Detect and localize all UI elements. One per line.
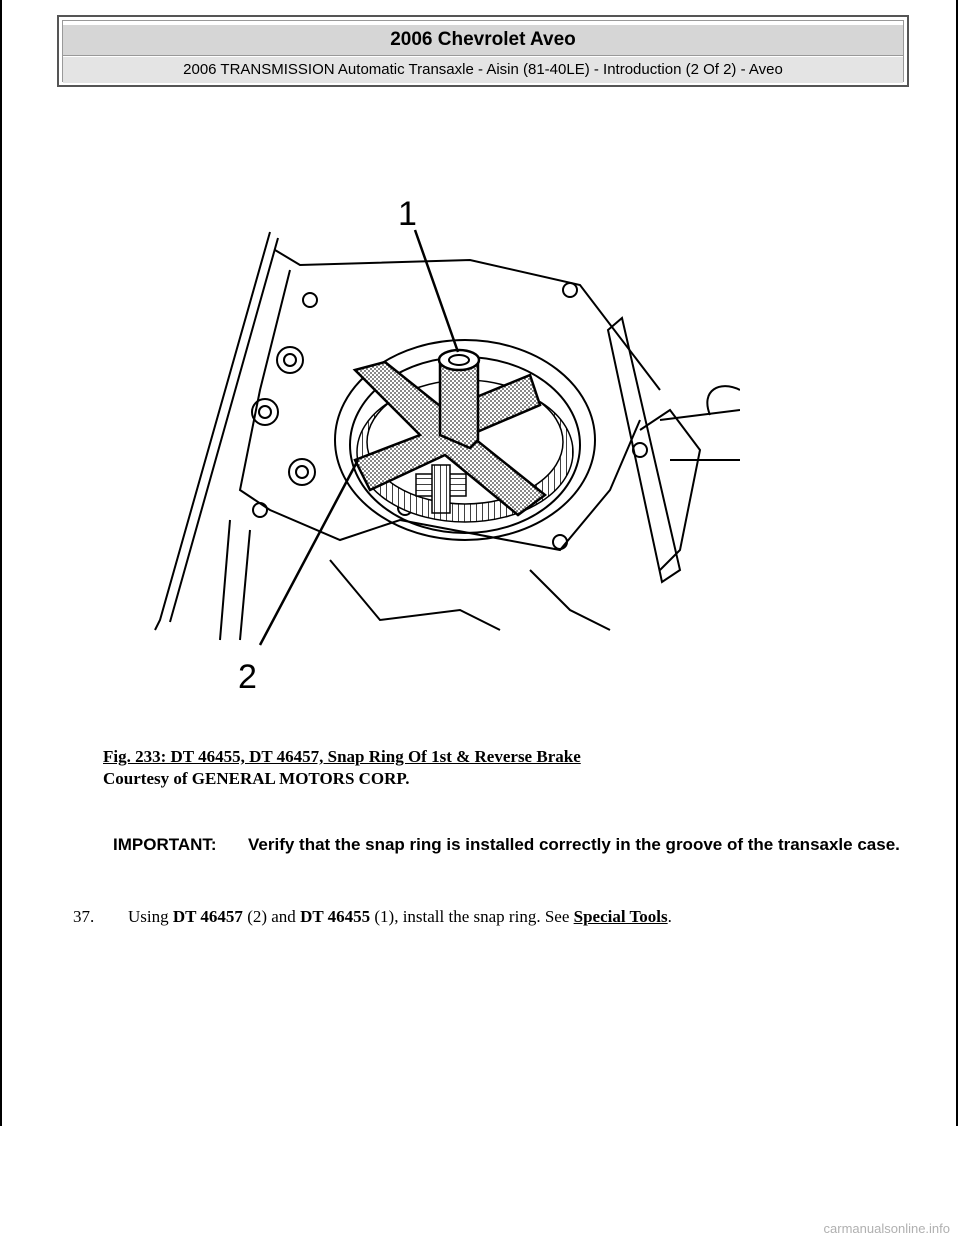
document-header [57, 15, 909, 87]
important-label: IMPORTANT: [113, 835, 217, 854]
transaxle-figure [140, 190, 740, 696]
transaxle-illustration [140, 190, 740, 690]
step-text-4: . [667, 907, 672, 926]
step-text-2: (2) and [242, 907, 301, 926]
step-text-3: (1), install the snap ring. See [370, 907, 574, 926]
step-number: 37. [73, 907, 95, 926]
important-text: Verify that the snap ring is installed correctly in the groove of the transaxle case. [248, 835, 900, 854]
step-37 [73, 906, 672, 928]
step-text-1: Using [128, 907, 173, 926]
special-tools-link[interactable]: Special Tools [573, 907, 668, 926]
tool-dt-46457: DT 46457 [172, 907, 243, 926]
header-subtitle: 2006 TRANSMISSION Automatic Transaxle - Aisin (81-40LE) - Introduction (2 Of 2) - Aveo [63, 57, 903, 83]
header-title: 2006 Chevrolet Aveo [63, 25, 903, 56]
caption-title[interactable]: Fig. 233: DT 46455, DT 46457, Snap Ring Of 1st & Reverse Brake [103, 747, 581, 766]
tool-dt-46455: DT 46455 [300, 907, 371, 926]
figure-caption [103, 746, 581, 790]
caption-courtesy: Courtesy of GENERAL MOTORS CORP. [103, 769, 410, 788]
header-inner [62, 20, 904, 82]
callout-2-label: 2 [238, 658, 257, 696]
callout-1-label: 1 [398, 195, 417, 233]
footer-watermark: carmanualsonline.info [823, 1221, 950, 1236]
